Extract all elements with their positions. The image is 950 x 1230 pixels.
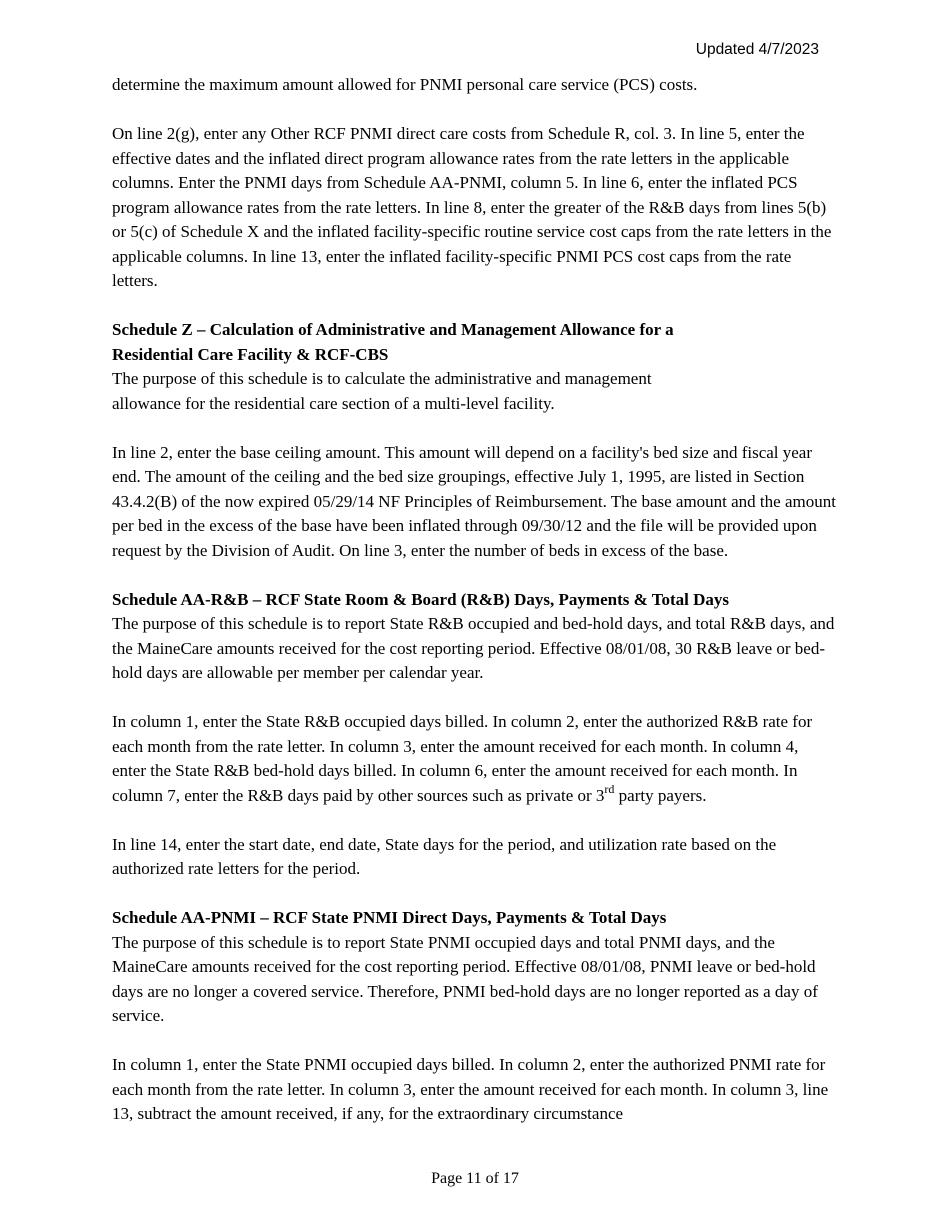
section-heading-schedule-aa-pnmi: Schedule AA-PNMI – RCF State PNMI Direct Days, Payments & Total Days xyxy=(112,908,667,927)
paragraph: In column 1, enter the State PNMI occupied days billed. In column 2, enter the authorized PNMI rate for each month from the rate letter. In column 3, enter the amount received for each month. In column 3, line 13, subtract the amount received, if any, for the extraordinary circumstance xyxy=(112,1055,829,1123)
section-heading-schedule-z: Schedule Z – Calculation of Administrative and Management Allowance for a Residential Care Facility & RCF-CBS xyxy=(112,320,674,364)
paragraph xyxy=(112,710,827,808)
paragraph: On line 2(g), enter any Other RCF PNMI direct care costs from Schedule R, col. 3. In line 5, enter the effective dates and the inflated direct program allowance rates from the rate letters in the applicable columns. Enter the PNMI days from Schedule AA-PNMI, column 5. In line 6, enter the inflated PCS program allowance rates from the rate letters. In line 8, enter the greater of the R&B days from lines 5(b) or 5(c) of Schedule X and the inflated facility-specific routine service cost caps from the rate letters in the applicable columns. In line 13, enter the inflated facility-specific PNMI PCS cost caps from the rate letters. xyxy=(112,124,832,290)
paragraph: The purpose of this schedule is to report State PNMI occupied days and total PNMI days, and the MaineCare amounts received for the cost reporting period. Effective 08/01/08, PNMI leave or bed-hold days are no longer a covered service. Therefore, PNMI bed-hold days are no longer reported as a day of service. xyxy=(112,932,818,1025)
paragraph: The purpose of this schedule is to calculate the administrative and management allowance for the residential care section of a multi-level facility. xyxy=(112,369,652,413)
paragraph: In line 14, enter the start date, end date, State days for the period, and utilization rate based on the authorized rate letters for the period. xyxy=(112,834,777,878)
superscript: rd xyxy=(604,781,615,796)
section-heading-schedule-aa-rb: Schedule AA-R&B – RCF State Room & Board (R&B) Days, Payments & Total Days xyxy=(112,589,730,609)
paragraph: In line 2, enter the base ceiling amount. This amount will depend on a facility's bed size and fiscal year end. The amount of the ceiling and the bed size groupings, effective July 1, 1995, are listed in Section 43.4.2(B) of the now expired 05/29/14 NF Principles of Reimbursement. The base amount and the amount per bed in the excess of the base have been inflated through 09/30/12 and the file will be provided upon request by the Division of Audit. On line 3, enter the number of beds in excess of the base. xyxy=(112,442,836,560)
paragraph: determine the maximum amount allowed for PNMI personal care service (PCS) costs. xyxy=(112,75,698,94)
document-body xyxy=(112,73,840,1127)
page-number: Page 11 of 17 xyxy=(431,1170,519,1187)
paragraph-text: In column 1, enter the State R&B occupied days billed. In column 2, enter the authorized R&B rate for each month from the rate letter. In column 3, enter the amount received for each month. In column 4, enter the State R&B bed-hold days billed. In column 6, enter the amount received for each month. In column 7, enter the R&B days paid by other sources such as private or 3 xyxy=(112,712,813,805)
updated-date: Updated 4/7/2023 xyxy=(695,41,819,58)
paragraph: The purpose of this schedule is to report State R&B occupied and bed-hold days, and total R&B days, and the MaineCare amounts received for the cost reporting period. Effective 08/01/08, 30 R&B leave or bed- hold days are allowable per member per calendar year. xyxy=(112,614,835,682)
paragraph-text: party payers. xyxy=(618,785,707,805)
